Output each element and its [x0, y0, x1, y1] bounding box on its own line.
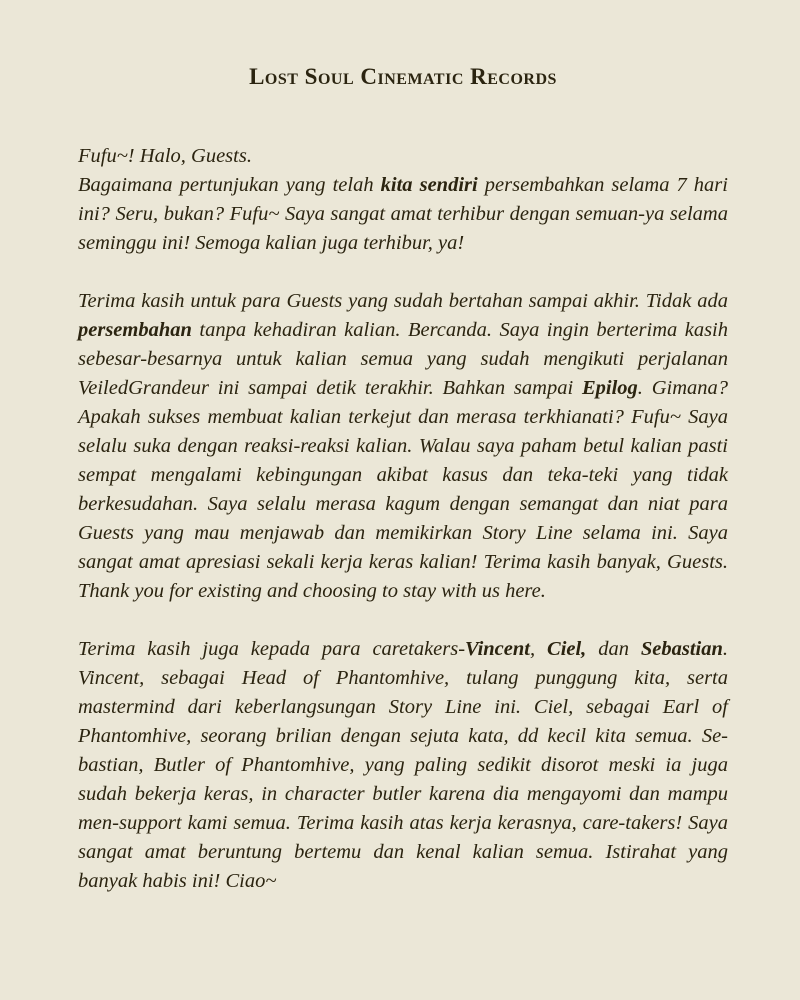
p3-text-c: , — [529, 638, 548, 660]
p3-name-sebastian: Sebastian — [640, 638, 723, 660]
p3-name-ciel: Ciel, — [547, 638, 587, 660]
page-title: Lost Soul Cinematic Records — [249, 64, 557, 89]
letter-body — [78, 142, 728, 896]
p2-emphasis-persembahan: persembahan — [78, 319, 192, 341]
p3-name-vincent: Vincent — [465, 638, 530, 660]
p2-emphasis-epilog: Epilog — [581, 377, 638, 399]
p2-text-a: Terima kasih untuk para Guests yang sudah bertahan sampai akhir. Tidak ada — [78, 290, 728, 312]
p3-text-e: dan — [586, 638, 641, 660]
p3-text-a: Terima kasih juga kepada para caretakers- — [78, 638, 466, 660]
greeting-line: Fufu~! Halo, Guests. — [78, 145, 252, 167]
paragraph-greeting — [78, 142, 728, 258]
p1-text-c: persembahkan selama 7 hari ini? Seru, bukan? Fufu~ Saya sangat amat terhibur dengan semuan-ya selama seminggu ini! Semoga kalian juga terhibur, ya! — [78, 174, 728, 254]
p3-text-g: . Vincent, sebagai Head of Phantomhive, tulang punggung kita, serta mastermind dari keberlangsungan Story Line ini. Ciel, sebagai Earl of Phantomhive, seorang brilian dengan sejuta kata, dd kecil kita semua. Se-bastian, Butler of Phantomhive, yang paling sedikit disorot meski ia juga sudah bekerja keras, in character butler karena dia mengayomi dan mampu men-support kami semua. Terima kasih atas kerja kerasnya, care-takers! Saya sangat amat beruntung bertemu dan kenal kalian semua. Istirahat yang banyak habis ini! Ciao~ — [78, 638, 729, 892]
p2-text-c: tanpa kehadiran kalian. Bercanda. Saya ingin berterima kasih sebesar-besarnya untuk kalian semua yang sudah mengikuti perjalanan VeiledGrandeur ini sampai detik terakhir. Bahkan sampai — [78, 319, 728, 399]
p1-text-a: Bagaimana pertunjukan yang telah — [78, 174, 381, 196]
p1-emphasis: kita sendiri — [380, 174, 478, 196]
p2-text-e: . Gimana? Apakah sukses membuat kalian terkejut dan merasa terkhianati? Fufu~ Saya selalu suka dengan reaksi-reaksi kalian. Walau saya paham betul kalian pasti sempat mengalami kebingungan akibat kasus dan teka-teki yang tidak berkesudahan. Saya selalu merasa kagum dengan semangat dan niat para Guests yang mau menjawab dan memikirkan Story Line selama ini. Saya sangat amat apresiasi sekali kerja keras kalian! Terima kasih banyak, Guests. Thank you for existing and choosing to stay with us here. — [78, 377, 729, 602]
paragraph-thanks-guests — [78, 287, 728, 606]
paragraph-thanks-caretakers — [78, 635, 728, 896]
